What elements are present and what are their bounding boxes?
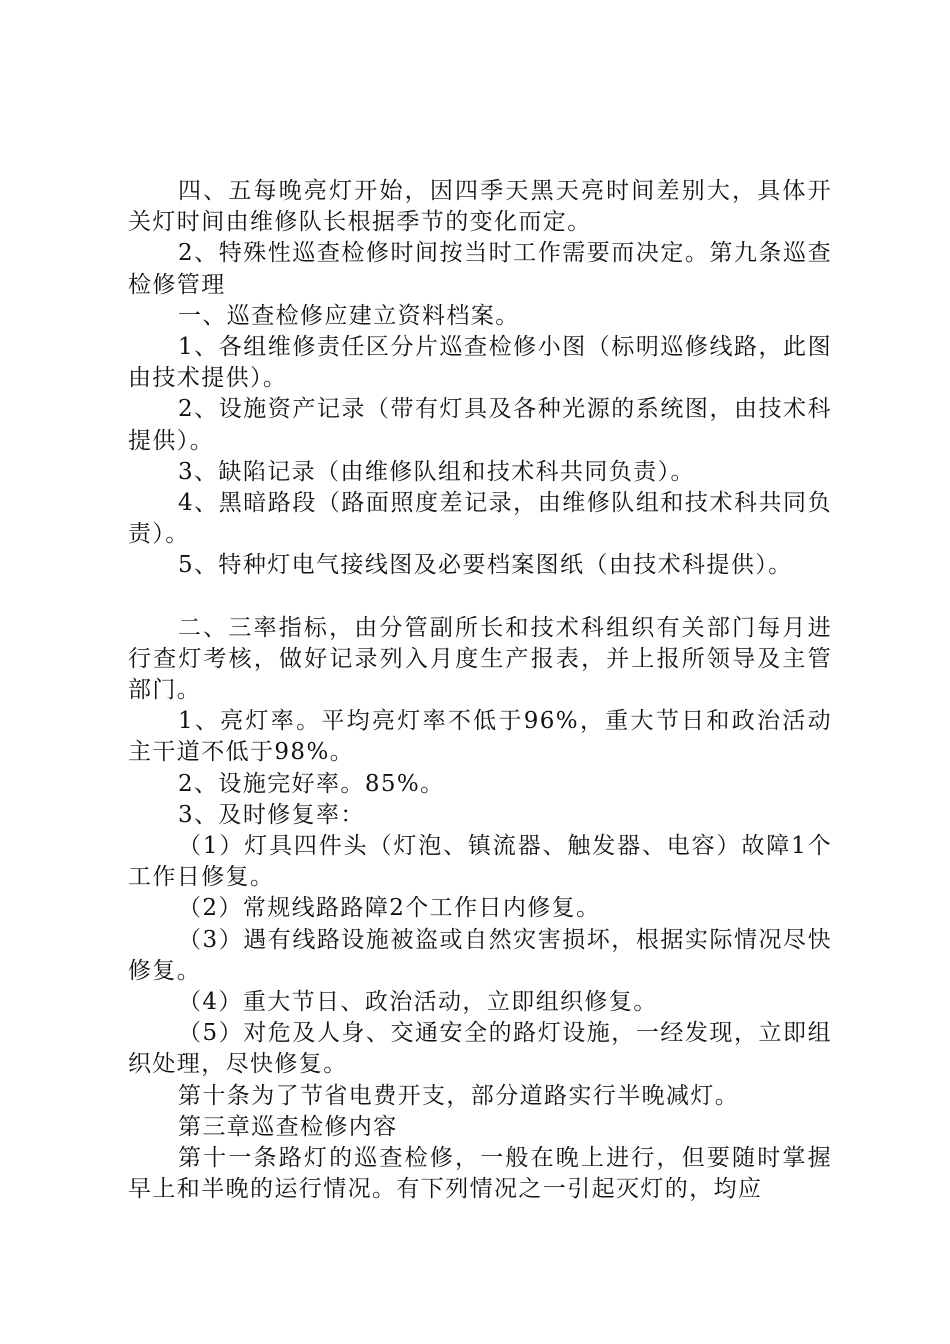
document-body [128,176,832,1206]
paragraph: 2、设施完好率。85%。 [178,770,445,797]
paragraph: 二、三率指标，由分管副所长和技术科组织有关部门每月进行查灯考核，做好记录列入月度生产报表，并上报所领导及主管部门。 [128,614,832,704]
paragraph: 一、巡查检修应建立资料档案。 [178,302,520,329]
blank-line [128,582,832,613]
paragraph: 第十条为了节省电费开支，部分道路实行半晚减灯。 [178,1082,740,1109]
paragraph: （5）对危及人身、交通安全的路灯设施，一经发现，立即组织处理，尽快修复。 [128,1020,832,1078]
paragraph: 3、及时修复率： [178,801,365,828]
paragraph: 1、亮灯率。平均亮灯率不低于96%，重大节日和政治活动主干道不低于98%。 [128,708,832,766]
paragraph: 第十一条路灯的巡查检修，一般在晚上进行，但要随时掌握早上和半晚的运行情况。有下列情况之一引起灭灯的，均应 [128,1145,832,1203]
paragraph: （1）灯具四件头（灯泡、镇流器、触发器、电容）故障1个工作日修复。 [128,833,832,891]
paragraph: 第三章巡查检修内容 [178,1113,398,1140]
paragraph: （2）常规线路路障2个工作日内修复。 [178,895,601,922]
paragraph: 3、缺陷记录（由维修队组和技术科共同负责）。 [178,458,695,485]
paragraph: 4、黑暗路段（路面照度差记录，由维修队组和技术科共同负责）。 [128,490,832,548]
paragraph: 2、设施资产记录（带有灯具及各种光源的系统图，由技术科提供）。 [128,396,832,454]
paragraph: 1、各组维修责任区分片巡查检修小图（标明巡修线路，此图由技术提供）。 [128,334,832,392]
paragraph: （4）重大节日、政治活动，立即组织修复。 [178,989,658,1016]
paragraph: 2、特殊性巡查检修时间按当时工作需要而决定。第九条巡查检修管理 [128,240,832,298]
paragraph: 四、五每晚亮灯开始，因四季天黑天亮时间差别大，具体开关灯时间由维修队长根据季节的变化而定。 [128,178,832,236]
paragraph: 5、特种灯电气接线图及必要档案图纸（由技术科提供）。 [178,552,793,579]
paragraph: （3）遇有线路设施被盗或自然灾害损坏，根据实际情况尽快修复。 [128,926,832,984]
